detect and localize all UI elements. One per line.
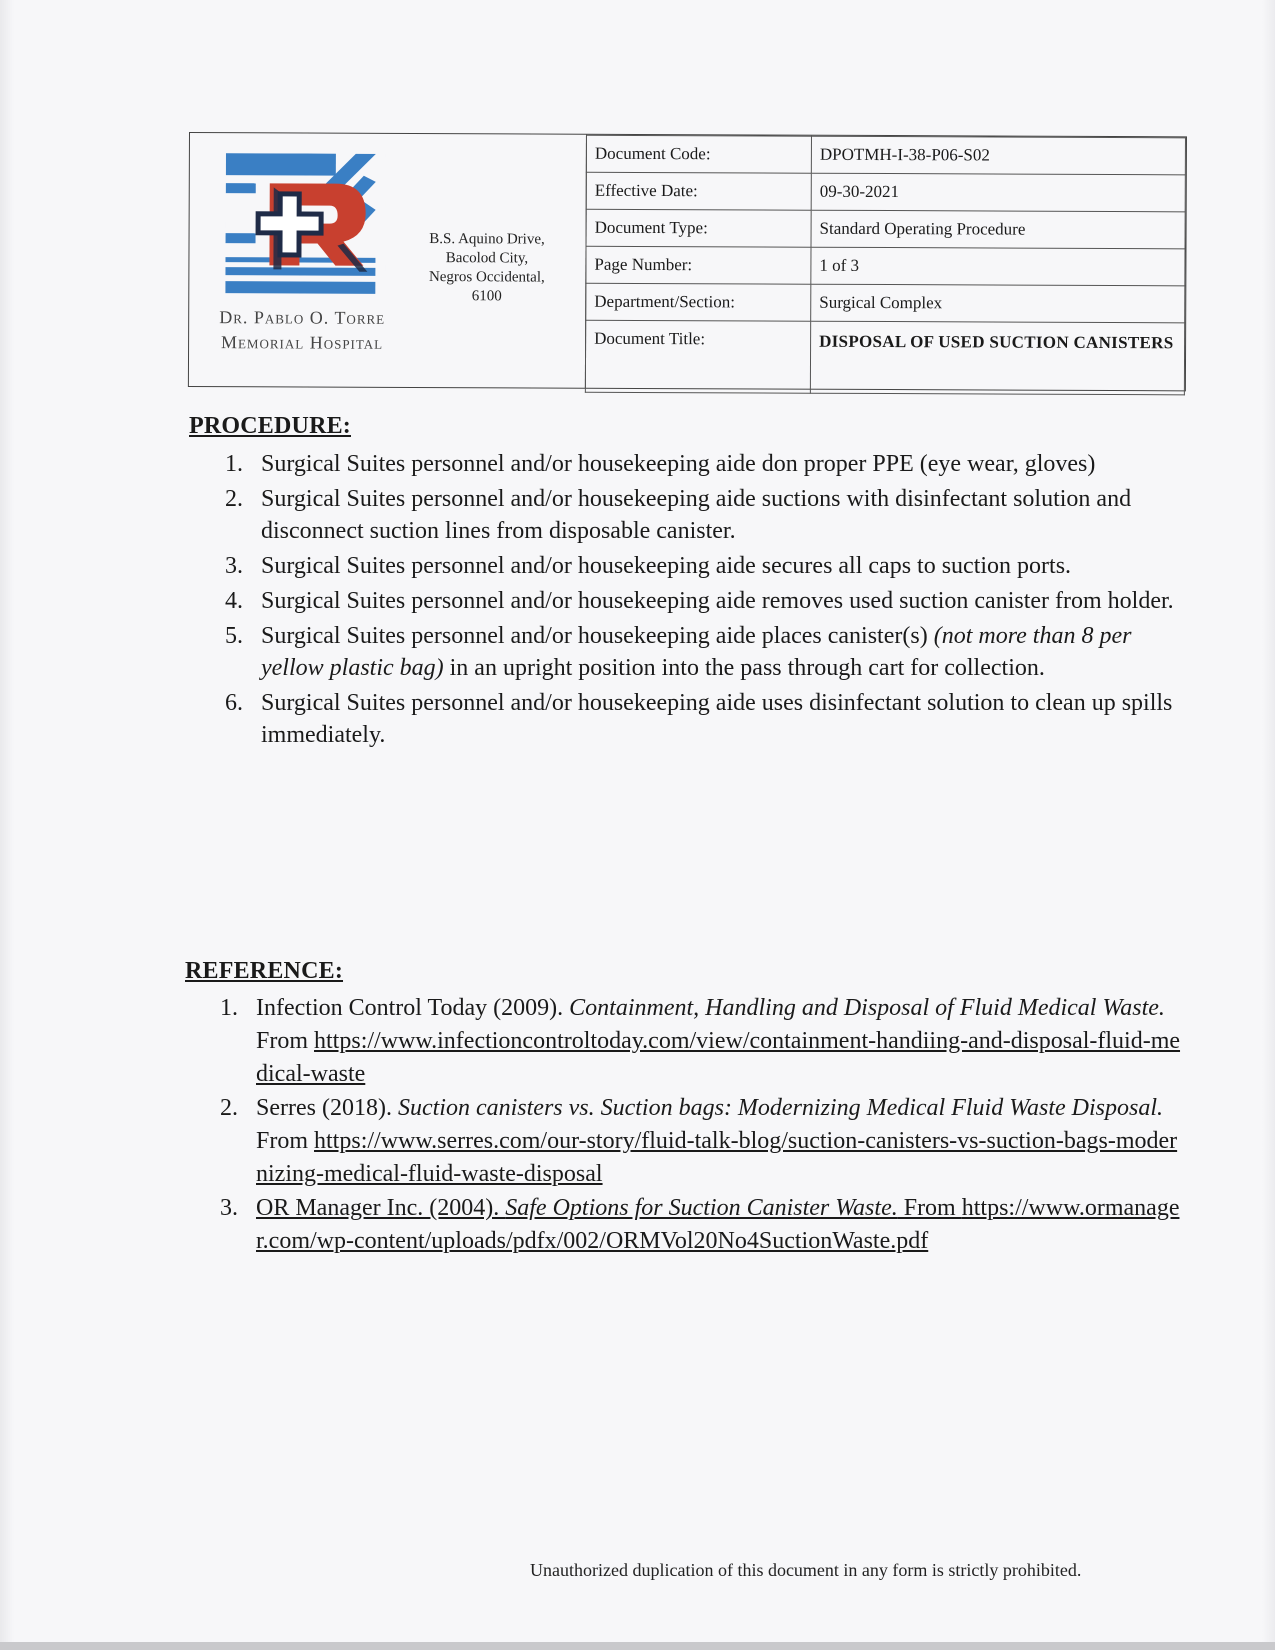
- meta-label: Document Code:: [586, 135, 811, 173]
- reference-link[interactable]: https://www.ormanager.com/wp-content/uploads/pdfx/002/ORMVol20No4SuctionWaste.pdf: [256, 1195, 1180, 1254]
- step-text: Surgical Suites personnel and/or housekeeping aide removes used suction canister from holder.: [261, 588, 1174, 614]
- reference-item: [220, 992, 1185, 1091]
- step-text: Surgical Suites personnel and/or housekeeping aide suctions with disinfectant solution and disconnect suction lines from disposable canister.: [261, 486, 1132, 544]
- reference-number: 3.: [220, 1195, 238, 1221]
- meta-row: [586, 209, 1185, 249]
- step-text: Surgical Suites personnel and/or housekeeping aide places canister(s): [261, 623, 934, 649]
- step-text: Surgical Suites personnel and/or housekeeping aide secures all caps to suction ports.: [261, 553, 1072, 579]
- meta-value: DPOTMH-I-38-P06-S02: [811, 136, 1185, 175]
- procedure-step: [225, 687, 1185, 751]
- reference-item: [220, 1092, 1185, 1191]
- meta-label: Document Title:: [585, 320, 810, 393]
- reference-list: [220, 992, 1185, 1259]
- address-line: 6100: [471, 288, 502, 305]
- procedure-step: [225, 620, 1185, 684]
- step-number: 4.: [225, 588, 243, 614]
- address-line: B.S. Aquino Drive,: [429, 231, 545, 248]
- procedure-list: [225, 448, 1185, 754]
- reference-heading: REFERENCE:: [185, 958, 344, 984]
- reference-number: 1.: [220, 995, 238, 1021]
- procedure-step: [225, 550, 1185, 582]
- meta-value: Surgical Complex: [811, 284, 1185, 323]
- meta-label: Effective Date:: [586, 172, 811, 210]
- reference-author: OR Manager Inc. (2004).: [256, 1195, 506, 1221]
- procedure-heading: PROCEDURE:: [189, 413, 351, 439]
- meta-row-title: [585, 320, 1184, 395]
- meta-label: Department/Section:: [586, 283, 811, 321]
- reference-author: Serres (2018).: [256, 1095, 398, 1121]
- meta-row: [586, 172, 1185, 212]
- reference-link[interactable]: https://www.serres.com/our-story/fluid-talk-blog/suction-canisters-vs-suction-bags-modernizing-medical-fluid-waste-disposal: [256, 1128, 1178, 1187]
- hospital-name: [197, 305, 407, 356]
- reference-title: Containment, Handling and Disposal of Fluid Medical Waste.: [569, 995, 1165, 1021]
- meta-row: [586, 283, 1185, 323]
- step-number: 1.: [225, 451, 243, 477]
- meta-row: [586, 135, 1185, 175]
- step-text: Surgical Suites personnel and/or housekeeping aide don proper PPE (eye wear, gloves): [261, 451, 1096, 477]
- step-number: 5.: [225, 623, 243, 649]
- reference-title: Safe Options for Suction Canister Waste.: [505, 1195, 898, 1221]
- procedure-step: [225, 483, 1185, 547]
- document-header: [188, 132, 1187, 391]
- reference-title: Suction canisters vs. Suction bags: Modernizing Medical Fluid Waste Disposal.: [397, 1095, 1164, 1121]
- logo-cell: [189, 133, 587, 388]
- meta-value: 1 of 3: [811, 247, 1185, 286]
- scan-bottom-edge: [0, 1642, 1275, 1650]
- step-text: in an upright position into the pass through cart for collection.: [443, 655, 1045, 681]
- step-number: 6.: [225, 690, 243, 716]
- hospital-name-line2: Memorial Hospital: [220, 332, 384, 353]
- hospital-name-line1: Dr. Pablo O. Torre: [219, 307, 386, 328]
- hospital-logo-icon: [225, 153, 386, 314]
- reference-item: [220, 1192, 1185, 1258]
- hospital-address: [414, 230, 559, 307]
- document-meta-table: [585, 135, 1186, 396]
- step-text-italic: (not more than 8 per yellow plastic bag): [261, 623, 1132, 681]
- meta-label: Page Number:: [586, 246, 811, 284]
- meta-row: [586, 246, 1185, 286]
- address-line: Negros Occidental,: [428, 269, 545, 286]
- step-number: 3.: [225, 553, 243, 579]
- reference-from: From: [897, 1195, 962, 1221]
- address-line: Bacolod City,: [445, 250, 529, 267]
- reference-number: 2.: [220, 1095, 238, 1121]
- reference-link[interactable]: https://www.infectioncontroltoday.com/view/containment-handiing-and-disposal-fluid-medical-waste: [256, 1028, 1181, 1087]
- procedure-step: [225, 585, 1185, 617]
- meta-label: Document Type:: [586, 209, 811, 247]
- procedure-step: [225, 448, 1185, 480]
- document-title: DISPOSAL OF USED SUCTION CANISTERS: [810, 321, 1184, 395]
- meta-value: Standard Operating Procedure: [811, 210, 1185, 249]
- step-text: Surgical Suites personnel and/or housekeeping aide uses disinfectant solution to clean up spills immediately.: [261, 690, 1173, 748]
- reference-author: Infection Control Today (2009).: [256, 995, 570, 1021]
- reference-from: From: [256, 1128, 315, 1154]
- reference-from: From: [256, 1028, 315, 1054]
- meta-value: 09-30-2021: [811, 173, 1185, 212]
- step-number: 2.: [225, 486, 243, 512]
- footer-notice: Unauthorized duplication of this document in any form is strictly prohibited.: [530, 1560, 1082, 1580]
